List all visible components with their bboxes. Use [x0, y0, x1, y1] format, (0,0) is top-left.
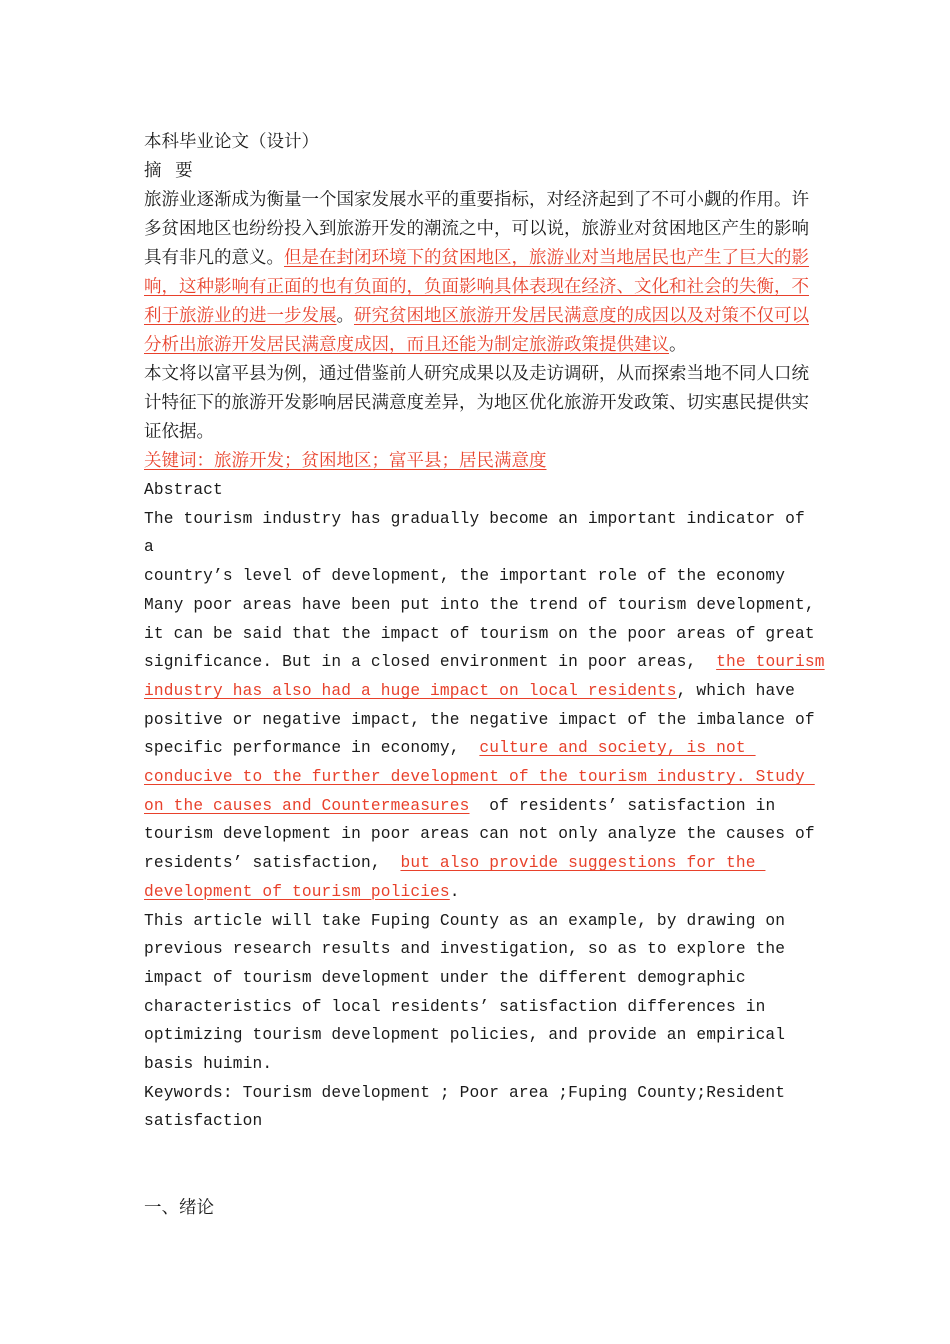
en-line: characteristics of local residents’ satisfaction differences in: [144, 997, 766, 1016]
en-line: [144, 792, 824, 821]
en-keywords-line: satisfaction: [144, 1112, 263, 1131]
en-keywords-line: Keywords: Tourism development ; Poor area ;Fuping County;Resident: [144, 1083, 786, 1102]
en-text: significance. But in a closed environment in poor areas,: [144, 653, 717, 672]
en-line: it can be said that the impact of tourism on the poor areas of great: [144, 624, 815, 643]
cn-highlight-1: 但是在封闭环境下的贫困地区，旅游业对当地居民也产生了巨大的影响，这种影响有正面的也有负面的，负面影响具体表现在经济、文化和社会的失衡，不利于旅游业的进一步发展: [144, 248, 809, 326]
en-text: .: [449, 882, 460, 901]
document-page: [144, 128, 824, 1223]
en-highlight: the tourism: [716, 653, 825, 672]
en-highlight: development of tourism policies: [144, 882, 450, 901]
cn-abstract-text-mid: 。: [336, 306, 354, 326]
en-abstract-paragraph-2: [144, 907, 824, 1079]
en-line: [144, 734, 824, 763]
en-keywords: [144, 1079, 824, 1136]
en-line: [144, 878, 824, 907]
en-abstract-label: Abstract: [144, 481, 223, 499]
en-text: , which have: [676, 681, 796, 700]
en-line: This article will take Fuping County as an example, by drawing on: [144, 911, 786, 930]
en-highlight: on the causes and Countermeasures: [144, 796, 470, 815]
en-line: tourism development in poor areas can not only analyze the causes of: [144, 825, 815, 844]
en-highlight: culture and society, is not: [479, 739, 756, 758]
cn-highlight-2: 研究贫困地区旅游开发居民满意度的成因以及对策不仅可以分析出旅游开发居民满意度成因，而且还能为制定旅游政策提供建议: [144, 306, 809, 355]
en-highlight: but also provide suggestions for the: [400, 854, 766, 873]
en-abstract-paragraph-1: [144, 505, 824, 907]
thesis-title: 本科毕业论文（设计）: [144, 132, 319, 152]
en-line: [144, 763, 824, 792]
cn-keywords: [144, 447, 824, 476]
cn-abstract-paragraph-1: [144, 186, 824, 360]
en-line: [144, 849, 824, 878]
en-line: previous research results and investigation, so as to explore the: [144, 940, 786, 959]
en-text: residents’ satisfaction,: [144, 854, 401, 873]
en-line: basis huimin.: [144, 1055, 273, 1074]
en-line: optimizing tourism development policies, and provide an empirical: [144, 1026, 786, 1045]
en-highlight: conducive to the further development of the tourism industry. Study: [144, 768, 815, 787]
cn-abstract-paragraph-2: 本文将以富平县为例，通过借鉴前人研究成果以及走访调研，从而探索当地不同人口统计特征下的旅游开发影响居民满意度差异，为地区优化旅游开发政策、切实惠民提供实证依据。: [144, 364, 809, 442]
cn-abstract-text-start: 旅游业逐渐成为衡量一个国家发展水平的重要指标，对经济起到了不可小觑的作用。许多贫困地区也纷纷投入到旅游开发的潮流之中，可以说，旅游业对贫困地区产生的影响具有非凡的意义。: [144, 190, 809, 268]
en-line: impact of tourism development under the different demographic: [144, 968, 746, 987]
section-heading-introduction: 一、绪论: [144, 1198, 214, 1219]
en-highlight: industry has also had a huge impact on local residents: [144, 681, 677, 700]
en-line: [144, 677, 824, 706]
en-line: The tourism industry has gradually become an important indicator of a: [144, 509, 805, 557]
abstract-label: 摘 要: [144, 161, 197, 181]
cn-keywords-text: 关键词：旅游开发；贫困地区；富平县；居民满意度: [144, 451, 547, 471]
en-text: of residents’ satisfaction in: [469, 796, 776, 815]
cn-abstract-text-end: 。: [669, 335, 687, 355]
section-spacer: [144, 1136, 824, 1194]
en-line: positive or negative impact, the negative impact of the imbalance of: [144, 710, 815, 729]
en-text: specific performance in economy,: [144, 739, 480, 758]
en-line: [144, 648, 824, 677]
en-line: Many poor areas have been put into the trend of tourism development,: [144, 595, 815, 614]
en-line: country’s level of development, the important role of the economy: [144, 567, 786, 586]
